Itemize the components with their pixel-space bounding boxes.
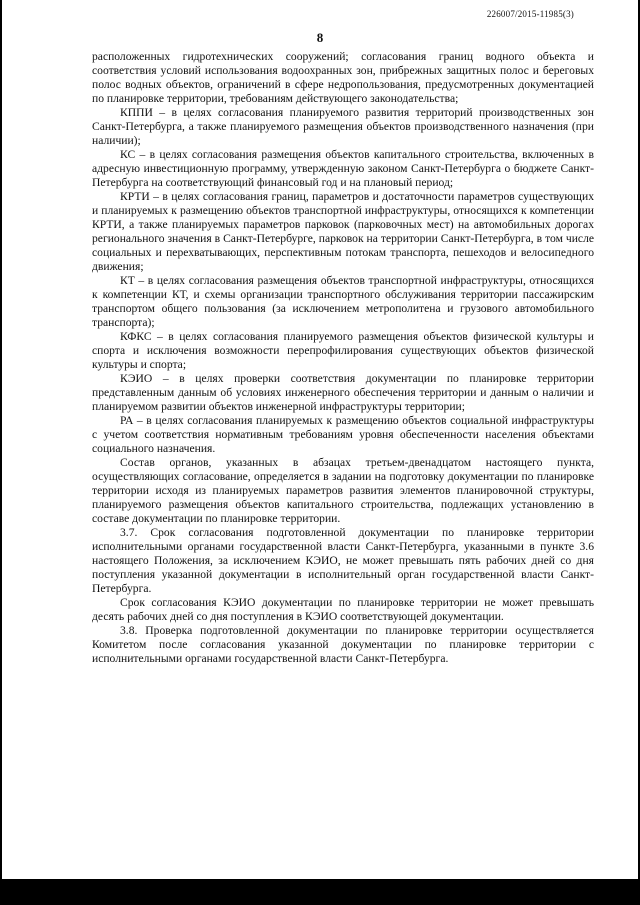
- paragraph-ks: КС – в целях согласования размещения объектов капитального строительства, включенных в адресную инвестиционную программу, утвержденную законом Санкт-Петербурга о бюджете Санкт-Петербурга на соответствующий финансовый год и на плановый период;: [92, 148, 594, 189]
- page-number: 8: [316, 30, 324, 45]
- scan-left-edge: [0, 0, 2, 905]
- paragraph-3-7: 3.7. Срок согласования подготовленной документации по планировке территории исполнительными органами государственной власти Санкт-Петербурга, указанными в пункте 3.6 настоящего Положения, за исключением КЭИО, не может превышать пять рабочих дней со дня поступления указанной документации в исполнительный орган государственной власти Санкт-Петербурга.: [92, 526, 594, 595]
- paragraph-krti: КРТИ – в целях согласования границ, параметров и достаточности параметров существующих и планируемых к размещению объектов транспортной инфраструктуры, относящихся к компетенции КРТИ, а также планируемых параметров парковок (парковочных мест) на автомобильных дорогах регионального значения в Санкт-Петербурге, парковок на территории Санкт-Петербурга, в том числе социальных и перехватывающих, перспективным потокам транспорта, пешеходов и велосипедного движения;: [92, 190, 594, 273]
- paragraph-kt: КТ – в целях согласования размещения объектов транспортной инфраструктуры, относящихся к компетенции КТ, и схемы организации транспортного обслуживания территории пассажирским транспортом общего пользования (за исключением метрополитена и грузового автомобильного транспорта);: [92, 274, 594, 329]
- paragraph-3-8: 3.8. Проверка подготовленной документации по планировке территории осуществляется Комитетом после согласования указанной документации по планировке территории с исполнительными органами государственной власти Санкт-Петербурга.: [92, 624, 594, 665]
- document-id: 226007/2015-11985(3): [486, 9, 574, 19]
- paragraph-continuation: расположенных гидротехнических сооружений; согласования границ водного объекта и соответствия условий использования водоохранных зон, прибрежных защитных полос и береговых полос водных объектов, ограничений в сфере недропользования, предусмотренных документацией по планировке территории, требованиям действующего законодательства;: [92, 50, 594, 105]
- paragraph-composition: Состав органов, указанных в абзацах третьем-двенадцатом настоящего пункта, осуществляющих согласование, определяется в задании на подготовку документации по планировке территории исходя из планируемых параметров развития элементов планировочной структуры, планируемого размещения объектов капитального строительства, подлежащих установлению в составе документации по планировке территории.: [92, 456, 594, 525]
- document-body: [92, 50, 594, 666]
- paragraph-ra: РА – в целях согласования планируемых к размещению объектов социальной инфраструктуры с учетом соответствия нормативным требованиям уровня обеспеченности населения объектами социального назначения.: [92, 414, 594, 455]
- paragraph-kfks: КФКС – в целях согласования планируемого размещения объектов физической культуры и спорта и исключения возможности перепрофилирования существующих объектов физической культуры и спорта;: [92, 330, 594, 371]
- paragraph-kppi: КППИ – в целях согласования планируемого развития территорий производственных зон Санкт-Петербурга, а также планируемого размещения объектов производственного назначения (при наличии);: [92, 106, 594, 147]
- paragraph-keio: КЭИО – в целях проверки соответствия документации по планировке территории представленным данным об условиях инженерного обеспечения территории и данным о наличии и планируемом развитии объектов инженерной инфраструктуры территории;: [92, 372, 594, 413]
- paragraph-keio-term: Срок согласования КЭИО документации по планировке территории не может превышать десять рабочих дней со дня поступления в КЭИО соответствующей документации.: [92, 596, 594, 623]
- scan-bottom-bar: [0, 879, 640, 905]
